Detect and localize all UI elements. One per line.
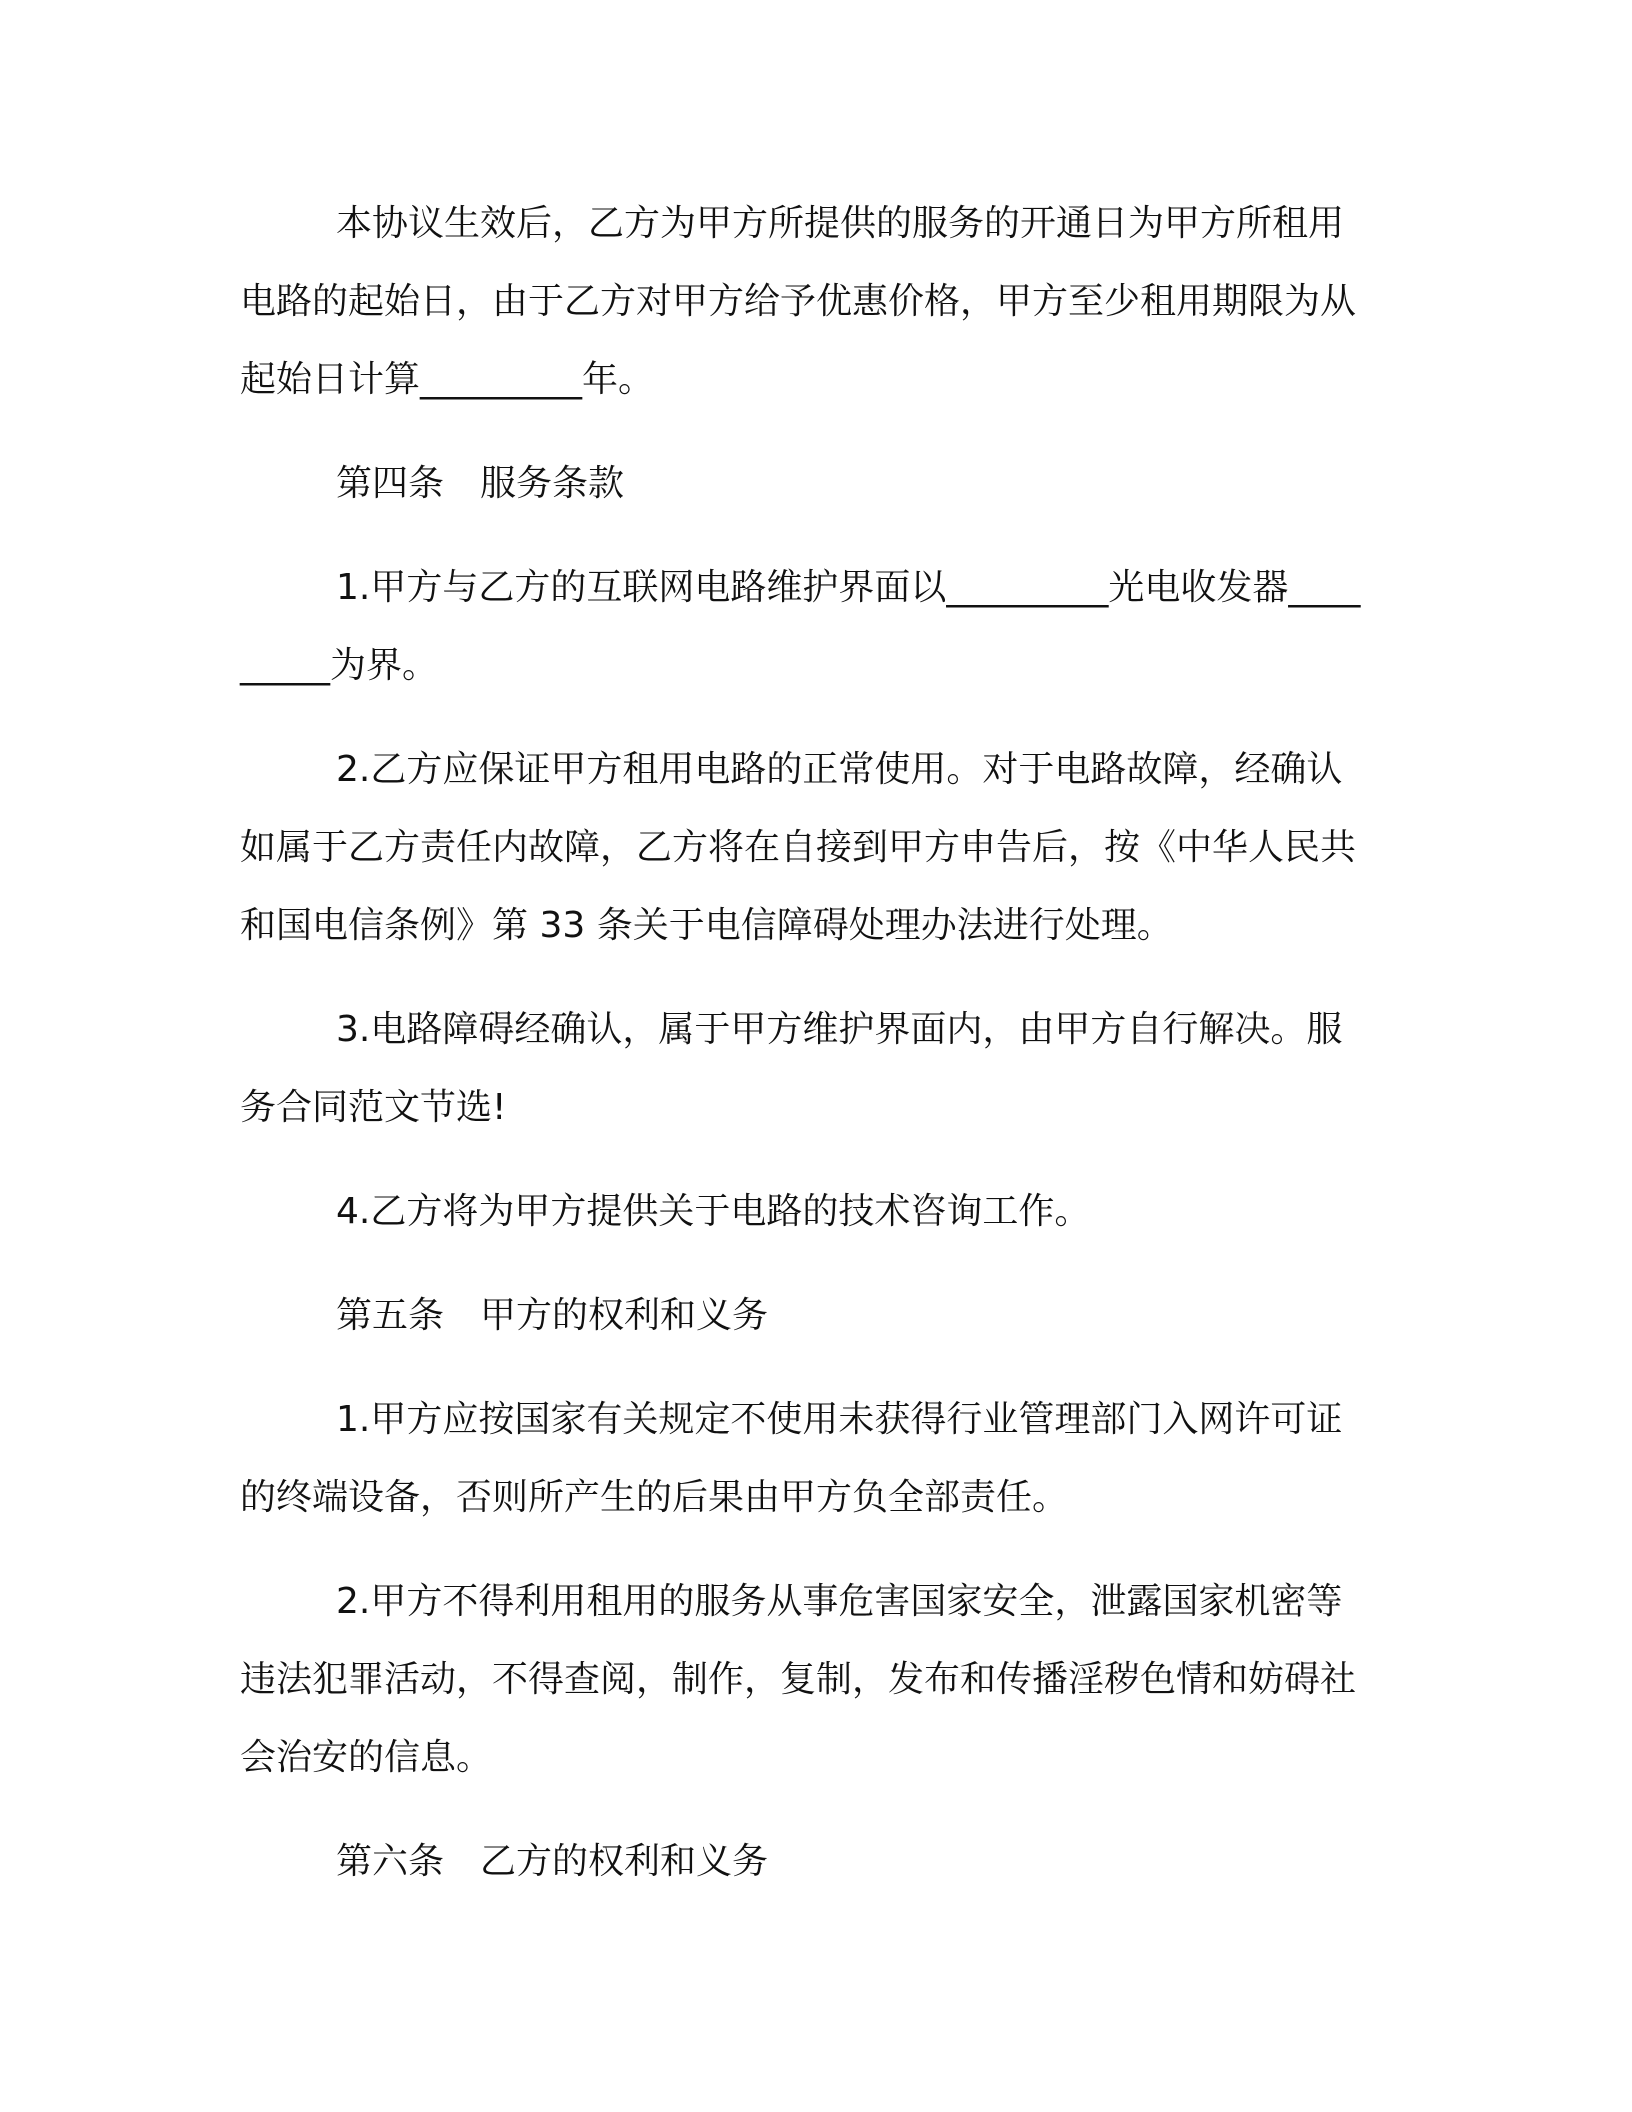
paragraph-effective-date: 本协议生效后，乙方为甲方所提供的服务的开通日为甲方所租用电路的起始日，由于乙方对甲方给予优惠价格，甲方至少租用期限为从起始日计算_________年。 bbox=[240, 203, 1357, 400]
paragraph-5-2: 2.甲方不得利用租用的服务从事危害国家安全，泄露国家机密等违法犯罪活动，不得查阅，制作，复制，发布和传播淫秽色情和妨碍社会治安的信息。 bbox=[240, 1581, 1357, 1778]
paragraph-4-3: 3.电路障碍经确认，属于甲方维护界面内，由甲方自行解决。服务合同范文节选! bbox=[240, 1009, 1343, 1128]
paragraph-5-1: 1.甲方应按国家有关规定不使用未获得行业管理部门入网许可证的终端设备，否则所产生的后果由甲方负全部责任。 bbox=[240, 1399, 1343, 1518]
paragraph-4-1: 1.甲方与乙方的互联网电路维护界面以_________光电收发器_________为界。 bbox=[240, 567, 1361, 686]
paragraph-4-2: 2.乙方应保证甲方租用电路的正常使用。对于电路故障，经确认如属于乙方责任内故障，乙方将在自接到甲方申告后，按《中华人民共和国电信条例》第 33 条关于电信障碍处理办法进行处理。 bbox=[240, 749, 1357, 946]
section-heading-article-6: 第六条 乙方的权利和义务 bbox=[336, 1841, 769, 1882]
document-body bbox=[240, 185, 1375, 1927]
section-heading-article-5: 第五条 甲方的权利和义务 bbox=[336, 1295, 769, 1336]
paragraph-4-4: 4.乙方将为甲方提供关于电路的技术咨询工作。 bbox=[336, 1191, 1091, 1232]
section-heading-article-4: 第四条 服务条款 bbox=[336, 463, 625, 504]
